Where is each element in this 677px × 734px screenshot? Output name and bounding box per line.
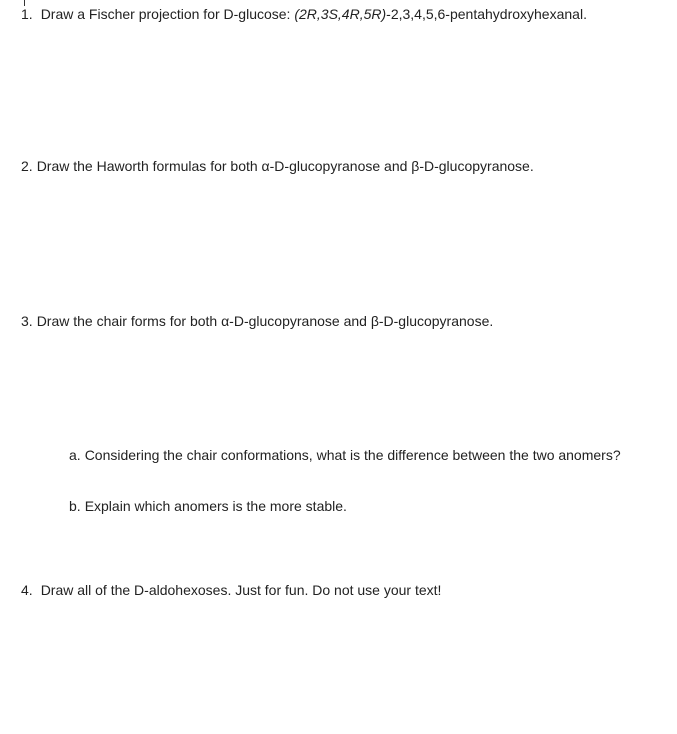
question-4 [21,581,441,599]
question-2-number: 2. [21,158,33,174]
question-3a-label: a. [69,447,81,463]
question-3a [69,446,621,464]
question-1-number: 1. [21,6,33,22]
question-3-text: Draw the chair forms for both α-D-glucopyranose and β-D-glucopyranose. [36,313,494,329]
question-1-name: -2,3,4,5,6-pentahydroxyhexanal. [386,6,587,22]
question-3 [21,312,493,330]
question-2-text: Draw the Haworth formulas for both α-D-glucopyranose and β-D-glucopyranose. [36,158,534,174]
question-4-number: 4. [21,582,33,598]
question-1-stereo: (2R,3S,4R,5R) [294,6,387,22]
question-3b-text: Explain which anomers is the more stable. [84,498,347,514]
question-3-number: 3. [21,313,33,329]
question-4-text: Draw all of the D-aldohexoses. Just for fun. Do not use your text! [40,582,442,598]
question-1 [21,5,587,23]
question-2 [21,157,534,175]
question-3b-label: b. [69,498,81,514]
question-3b [69,497,347,515]
question-1-text: Draw a Fischer projection for D-glucose: [40,6,291,22]
question-3a-text: Considering the chair conformations, what is the difference between the two anomers? [84,447,621,463]
